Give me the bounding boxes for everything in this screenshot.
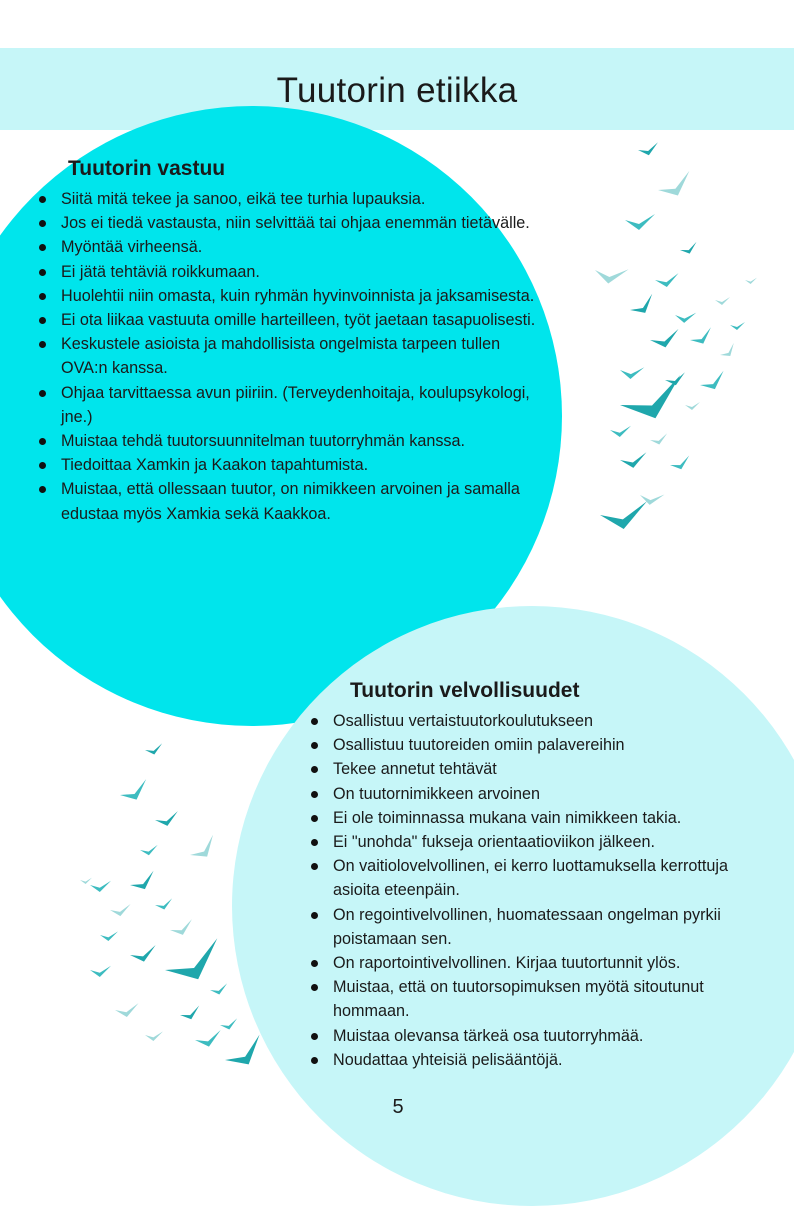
list-item: Siitä mitä tekee ja sanoo, eikä tee turhia lupauksia.	[36, 187, 536, 211]
bird-icon	[154, 898, 173, 911]
bird-icon	[669, 456, 692, 472]
list-item: Huolehtii niin omasta, kuin ryhmän hyvinvoinnista ja jaksamisesta.	[36, 284, 536, 308]
bird-icon	[628, 294, 659, 318]
bird-icon	[154, 811, 180, 828]
list-item: On vaitiolovelvollinen, ei kerro luottamuksella kerrottuja asioita eteenpäin.	[308, 854, 778, 902]
bird-icon	[610, 426, 631, 437]
bird-icon	[718, 343, 738, 360]
bird-icon	[593, 264, 629, 287]
bird-icon	[679, 242, 699, 256]
bird-icon	[118, 779, 152, 804]
list-item: Ei ole toiminnassa mukana vain nimikkeen takia.	[308, 806, 778, 830]
bird-icon	[637, 142, 660, 157]
bird-icon	[649, 433, 668, 446]
bird-icon	[745, 278, 757, 284]
responsibility-list	[36, 187, 536, 526]
bird-icon	[179, 1006, 202, 1022]
bird-icon	[664, 372, 687, 387]
bird-icon	[145, 1031, 163, 1041]
bird-icon	[639, 490, 665, 507]
list-item: Myöntää virheensä.	[36, 235, 536, 259]
list-item: Keskustele asioista ja mahdollisista ongelmista tarpeen tullen OVA:n kanssa.	[36, 332, 536, 380]
list-item: Muistaa tehdä tuutorsuunnitelman tuutorryhmän kanssa.	[36, 429, 536, 453]
bird-icon	[140, 845, 159, 856]
responsibility-heading: Tuutorin vastuu	[68, 157, 226, 180]
bird-icon	[620, 452, 648, 469]
list-item: Osallistuu vertaistuutorkoulutukseen	[308, 709, 778, 733]
bird-icon	[115, 1003, 140, 1018]
bird-icon	[715, 297, 730, 305]
bird-icon	[209, 983, 228, 996]
bird-icon	[655, 273, 680, 288]
bird-icon	[144, 743, 163, 756]
bird-flock-icon	[70, 740, 270, 1100]
bird-icon	[169, 919, 195, 938]
bird-icon	[688, 327, 715, 347]
bird-icon	[656, 171, 696, 201]
bird-icon	[617, 375, 690, 426]
list-item: Ei ota liikaa vastuuta omille harteilleen, työt jaetaan tasapuolisesti.	[36, 308, 536, 332]
list-item: Osallistuu tuutoreiden omiin palavereihin	[308, 733, 778, 757]
bird-icon	[80, 878, 92, 884]
bird-icon	[649, 329, 681, 350]
list-item: Tekee annetut tehtävät	[308, 757, 778, 781]
bird-icon	[161, 938, 228, 989]
bird-icon	[128, 871, 158, 894]
list-item: Muistaa, että ollessaan tuutor, on nimikkeen arvoinen ja samalla edustaa myös Xamkia sekä Kaakkoa.	[36, 477, 536, 525]
bird-icon	[219, 1018, 238, 1031]
bird-icon	[619, 365, 644, 380]
bird-icon	[221, 1035, 269, 1073]
list-item: Muistaa, että on tuutorsopimuksen myötä sitoutunut hommaan.	[308, 975, 778, 1023]
list-item: On regointivelvollinen, huomatessaan ongelman pyrkii poistamaan sen.	[308, 903, 778, 951]
list-item: Ei jätä tehtäviä roikkumaan.	[36, 260, 536, 284]
page-number: 5	[392, 1096, 404, 1118]
duties-list	[308, 709, 778, 1072]
list-item: On raportointivelvollinen. Kirjaa tuutortunnit ylös.	[308, 951, 778, 975]
bird-icon	[194, 1030, 223, 1049]
page-title: Tuutorin etiikka	[276, 71, 518, 110]
bird-icon	[100, 931, 118, 941]
list-item: Ohjaa tarvittaessa avun piiriin. (Terveydenhoitaja, koulupsykologi, jne.)	[36, 381, 536, 429]
bird-flock-icon	[580, 140, 780, 560]
bird-icon	[674, 311, 696, 324]
bird-icon	[90, 966, 111, 977]
bird-icon	[129, 945, 158, 964]
bird-icon	[599, 501, 649, 531]
bird-icon	[698, 371, 728, 394]
bird-icon	[625, 214, 655, 230]
bird-icon	[187, 835, 221, 864]
list-item: Ei "unohda" fukseja orientaatioviikon jälkeen.	[308, 830, 778, 854]
list-item: Jos ei tiedä vastausta, niin selvittää tai ohjaa enemmän tietävälle.	[36, 211, 536, 235]
list-item: Muistaa olevansa tärkeä osa tuutorryhmää.	[308, 1024, 778, 1048]
list-item: On tuutornimikkeen arvoinen	[308, 782, 778, 806]
bird-icon	[730, 322, 745, 330]
bird-icon	[685, 402, 700, 410]
bird-icon	[110, 904, 132, 917]
list-item: Noudattaa yhteisiä pelisääntöjä.	[308, 1048, 778, 1072]
list-item: Tiedoittaa Xamkin ja Kaakon tapahtumista.	[36, 453, 536, 477]
duties-heading: Tuutorin velvollisuudet	[350, 679, 580, 702]
bird-icon	[90, 881, 111, 892]
